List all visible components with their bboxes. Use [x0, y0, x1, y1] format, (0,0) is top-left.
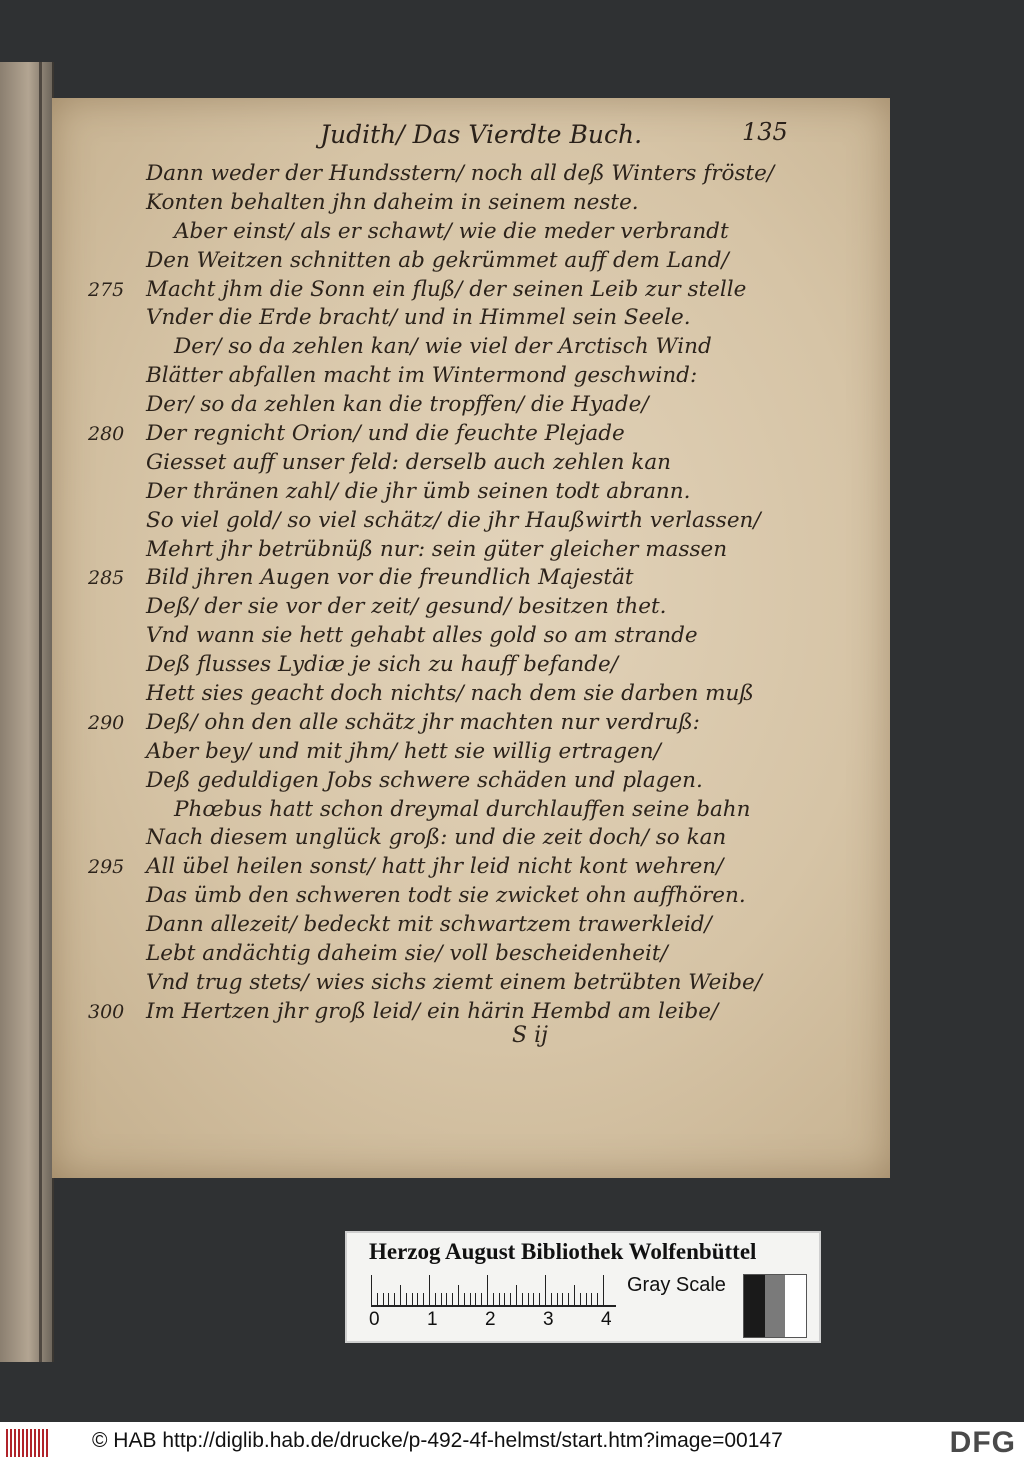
ruler-tick [417, 1293, 418, 1305]
ruler-tick [504, 1293, 505, 1305]
ruler-tick [493, 1293, 494, 1305]
verse-text: Deß flusses Lydiæ je sich zu hauff befande/ [146, 652, 619, 678]
verse-line [146, 824, 866, 853]
verse-text: Deß/ der sie vor der zeit/ gesund/ besitzen thet. [146, 594, 667, 620]
ruler-tick [400, 1285, 401, 1305]
scanned-page [52, 98, 890, 1178]
ruler-tick [464, 1293, 465, 1305]
verse-line [146, 767, 866, 796]
dfg-logo: DFG [949, 1426, 1016, 1459]
facing-page-edge [0, 62, 54, 1362]
ruler-tick [574, 1285, 575, 1305]
ruler-tick [412, 1293, 413, 1305]
ruler-label: 0 [369, 1309, 380, 1330]
color-target [345, 1231, 821, 1343]
verse-text: Aber bey/ und mit jhm/ hett sie willig ertragen/ [146, 738, 661, 764]
verse-text: Konten behalten jhn daheim in seinem neste. [146, 189, 639, 215]
verse-line [146, 218, 866, 247]
ruler-label: 1 [427, 1309, 438, 1330]
verse-line [146, 651, 866, 680]
verse-text: Der thränen zahl/ die jhr ümb seinen todt abrann. [146, 478, 691, 504]
ruler-tick [562, 1293, 563, 1305]
page-number: 135 [742, 118, 788, 146]
verse-line [146, 449, 866, 478]
line-number: 280 [88, 423, 125, 446]
verse-text: Vnd trug stets/ wies sichs ziemt einem betrübten Weibe/ [146, 969, 762, 995]
ruler-tick [551, 1293, 552, 1305]
gray-scale-label: Gray Scale [627, 1274, 726, 1296]
verse-line [146, 362, 866, 391]
logo-bar [38, 1429, 40, 1457]
verse-text: Der/ so da zehlen kan die tropffen/ die Hyade/ [146, 392, 649, 418]
logo-bar [14, 1429, 16, 1457]
logo-bar [6, 1429, 8, 1457]
verse-text: Dann weder der Hundsstern/ noch all deß Winters fröste/ [146, 161, 775, 186]
ruler-tick [423, 1293, 424, 1305]
ruler-tick [394, 1293, 395, 1305]
verse-line [146, 882, 866, 911]
verse-line [146, 507, 866, 536]
ruler-tick [533, 1293, 534, 1305]
ruler-tick [510, 1293, 511, 1305]
verse-line [88, 564, 866, 593]
ruler-tick [568, 1293, 569, 1305]
ruler-tick [458, 1285, 459, 1305]
ruler-tick [481, 1293, 482, 1305]
verse-line [146, 969, 866, 998]
logo-bar [26, 1429, 28, 1457]
ruler-tick [499, 1293, 500, 1305]
ruler-tick [388, 1293, 389, 1305]
verse-line [146, 796, 866, 825]
verse-line [146, 536, 866, 565]
ruler-tick [522, 1293, 523, 1305]
ruler-tick [429, 1275, 430, 1305]
line-number: 300 [88, 1000, 125, 1023]
gray-scale-swatches [743, 1274, 807, 1338]
verse-text: Vnder die Erde bracht/ und in Himmel sein Seele. [146, 305, 691, 331]
verse-text: So viel gold/ so viel schätz/ die jhr Haußwirth verlassen/ [146, 507, 761, 533]
verse-line [88, 853, 866, 882]
verse-line [88, 998, 866, 1027]
ruler-label: 4 [601, 1309, 612, 1330]
ruler-tick [597, 1293, 598, 1305]
verse-line [146, 189, 866, 218]
verse-text: Vnd wann sie hett gehabt alles gold so am strande [146, 623, 698, 649]
ruler-label: 2 [485, 1309, 496, 1330]
verse-text: Dann allezeit/ bedeckt mit schwartzem trawerkleid/ [146, 912, 712, 938]
verse-text: Der regnicht Orion/ und die feuchte Plejade [146, 421, 625, 447]
ruler-tick [487, 1275, 488, 1305]
ruler-tick [603, 1275, 604, 1305]
verse-text: Deß geduldigen Jobs schwere schäden und plagen. [146, 767, 703, 793]
page-gutter [39, 62, 42, 1362]
verse-line [146, 333, 866, 362]
verse-line [88, 420, 866, 449]
ruler-tick [441, 1293, 442, 1305]
logo-bar [18, 1429, 20, 1457]
verse-line [88, 709, 866, 738]
verse-block [88, 160, 866, 1027]
ruler-tick [452, 1293, 453, 1305]
verse-text: Im Hertzen jhr groß leid/ ein härin Hembd am leibe/ [146, 998, 719, 1024]
library-name: Herzog August Bibliothek Wolfenbüttel [369, 1239, 757, 1264]
ruler-tick [406, 1293, 407, 1305]
verse-text: Nach diesem unglück groß: und die zeit doch/ so kan [146, 825, 727, 851]
scale-ruler [371, 1273, 616, 1307]
verse-line [88, 276, 866, 305]
verse-line [146, 247, 866, 276]
signature-mark: S ij [512, 1023, 548, 1048]
verse-text: Deß/ ohn den alle schätz jhr machten nur verdruß: [146, 709, 700, 735]
verse-text: Das ümb den schweren todt sie zwicket ohn auffhören. [146, 883, 746, 909]
line-number: 285 [88, 567, 125, 590]
logo-bar [22, 1429, 24, 1457]
verse-text: Hett sies geacht doch nichts/ nach dem sie darben muß [146, 681, 754, 707]
verse-line [146, 391, 866, 420]
ruler-tick [580, 1293, 581, 1305]
ruler-tick [528, 1293, 529, 1305]
ruler-tick [539, 1293, 540, 1305]
verse-text: Aber einst/ als er schawt/ wie die meder verbrandt [174, 218, 729, 244]
verse-line [146, 160, 866, 189]
verse-line [146, 622, 866, 651]
verse-text: Lebt andächtig daheim sie/ voll bescheidenheit/ [146, 941, 668, 967]
verse-text: Mehrt jhr betrübnüß nur: sein güter gleicher massen [146, 536, 728, 562]
verse-text: Der/ so da zehlen kan/ wie viel der Arctisch Wind [174, 334, 712, 360]
ruler-tick [377, 1293, 378, 1305]
ruler-tick [591, 1293, 592, 1305]
ruler-tick [475, 1293, 476, 1305]
logo-bar [10, 1429, 12, 1457]
ruler-tick [557, 1293, 558, 1305]
gray-swatch [785, 1275, 806, 1337]
verse-text: Den Weitzen schnitten ab gekrümmet auff dem Land/ [146, 247, 729, 273]
footer-bar [0, 1422, 1024, 1463]
verse-text: All übel heilen sonst/ hatt jhr leid nicht kont wehren/ [146, 854, 724, 880]
verse-text: Bild jhren Augen vor die freundlich Majestät [146, 565, 634, 591]
verse-line [146, 593, 866, 622]
ruler-tick [446, 1293, 447, 1305]
gray-swatch [744, 1275, 765, 1337]
hab-logo-icon [6, 1429, 50, 1457]
verse-text: Giesset auff unser feld: derselb auch zehlen kan [146, 449, 671, 475]
verse-line [146, 940, 866, 969]
line-number: 290 [88, 711, 125, 734]
ruler-tick [516, 1285, 517, 1305]
ruler-tick [371, 1275, 372, 1305]
verse-line [146, 680, 866, 709]
verse-text: Blätter abfallen macht im Wintermond geschwind: [146, 363, 698, 389]
line-number: 295 [88, 856, 125, 879]
logo-bar [42, 1429, 44, 1457]
line-number: 275 [88, 278, 125, 301]
running-head: Judith/ Das Vierdte Buch. [320, 120, 643, 149]
logo-bar [34, 1429, 36, 1457]
logo-bar [46, 1429, 48, 1457]
logo-bar [30, 1429, 32, 1457]
verse-line [146, 304, 866, 333]
ruler-tick [383, 1293, 384, 1305]
gray-swatch [765, 1275, 786, 1337]
ruler-tick [586, 1293, 587, 1305]
verse-text: Macht jhm die Sonn ein fluß/ der seinen Leib zur stelle [146, 276, 747, 302]
verse-line [146, 478, 866, 507]
verse-line [146, 911, 866, 940]
verse-line [146, 738, 866, 767]
attribution-link[interactable]: © HAB http://diglib.hab.de/drucke/p-492-4f-helmst/start.htm?image=00147 [92, 1429, 783, 1452]
ruler-tick [545, 1275, 546, 1305]
ruler-tick [435, 1293, 436, 1305]
verse-text: Phœbus hatt schon dreymal durchlauffen seine bahn [174, 796, 751, 822]
ruler-tick [470, 1293, 471, 1305]
ruler-label: 3 [543, 1309, 554, 1330]
